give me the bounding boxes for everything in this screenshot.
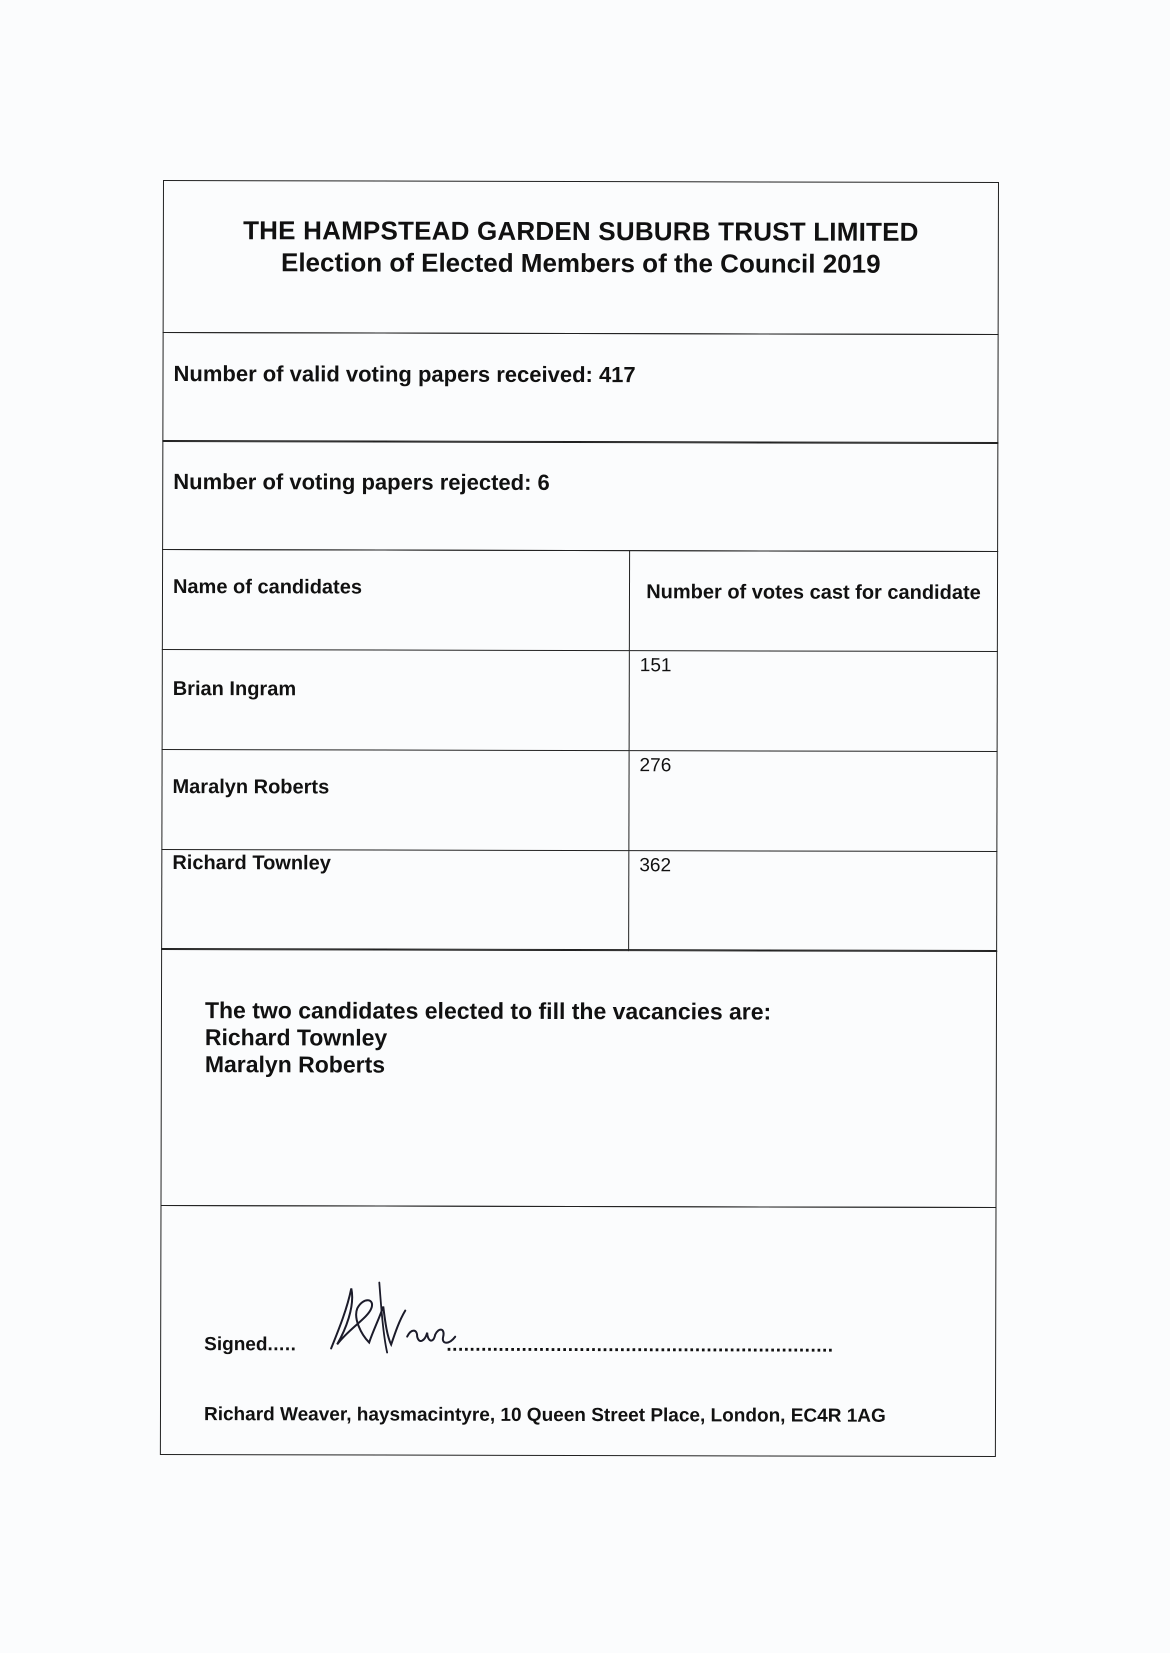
valid-papers-section [162, 331, 998, 443]
election-result-form [160, 180, 999, 1457]
candidate-name-cell [162, 749, 629, 850]
result-section [160, 948, 997, 1208]
column-header-name: Name of candidates [172, 575, 362, 598]
candidate-name: Maralyn Roberts [172, 775, 330, 798]
signature-dots: ................................................................... [446, 1334, 834, 1357]
table-row [162, 849, 997, 951]
elected-candidate: Richard Townley [204, 1024, 388, 1051]
signature-dots: ..... [267, 1333, 297, 1355]
result-intro: The two candidates elected to fill the vacancies are: [204, 997, 772, 1025]
candidate-votes: 151 [639, 654, 672, 676]
candidate-votes-cell [629, 850, 997, 951]
candidate-name: Brian Ingram [172, 677, 297, 700]
rejected-papers-count: Number of voting papers rejected: 6 [173, 469, 550, 495]
title-section [163, 180, 999, 335]
column-header-votes: Number of votes cast for candidate [646, 580, 981, 604]
document-title: THE HAMPSTEAD GARDEN SUBURB TRUST LIMITED [243, 215, 919, 247]
signer-details: Richard Weaver, haysmacintyre, 10 Queen Street Place, London, EC4R 1AG [203, 1403, 886, 1427]
candidate-name: Richard Townley [172, 851, 331, 874]
signed-label: Signed [204, 1333, 268, 1355]
table-row [162, 649, 997, 751]
rejected-papers-section [162, 440, 998, 552]
elected-candidate: Maralyn Roberts [204, 1051, 386, 1078]
table-header-row [162, 549, 997, 651]
valid-papers-count: Number of valid voting papers received: 417 [173, 360, 636, 387]
candidate-votes-cell [629, 750, 997, 851]
candidate-votes-cell [629, 650, 997, 751]
signature-section [160, 1204, 997, 1456]
candidate-name-cell [162, 649, 629, 750]
candidates-table [161, 548, 998, 951]
candidate-name-cell [162, 849, 629, 950]
signed-line [204, 1334, 833, 1358]
header-cell-votes [629, 550, 997, 651]
candidate-votes: 276 [639, 754, 672, 776]
result-statement [205, 997, 771, 1079]
table-row [162, 749, 997, 851]
document-subtitle: Election of Elected Members of the Council 2019 [280, 247, 881, 279]
candidate-votes: 362 [639, 854, 672, 876]
header-cell-name [162, 549, 629, 650]
